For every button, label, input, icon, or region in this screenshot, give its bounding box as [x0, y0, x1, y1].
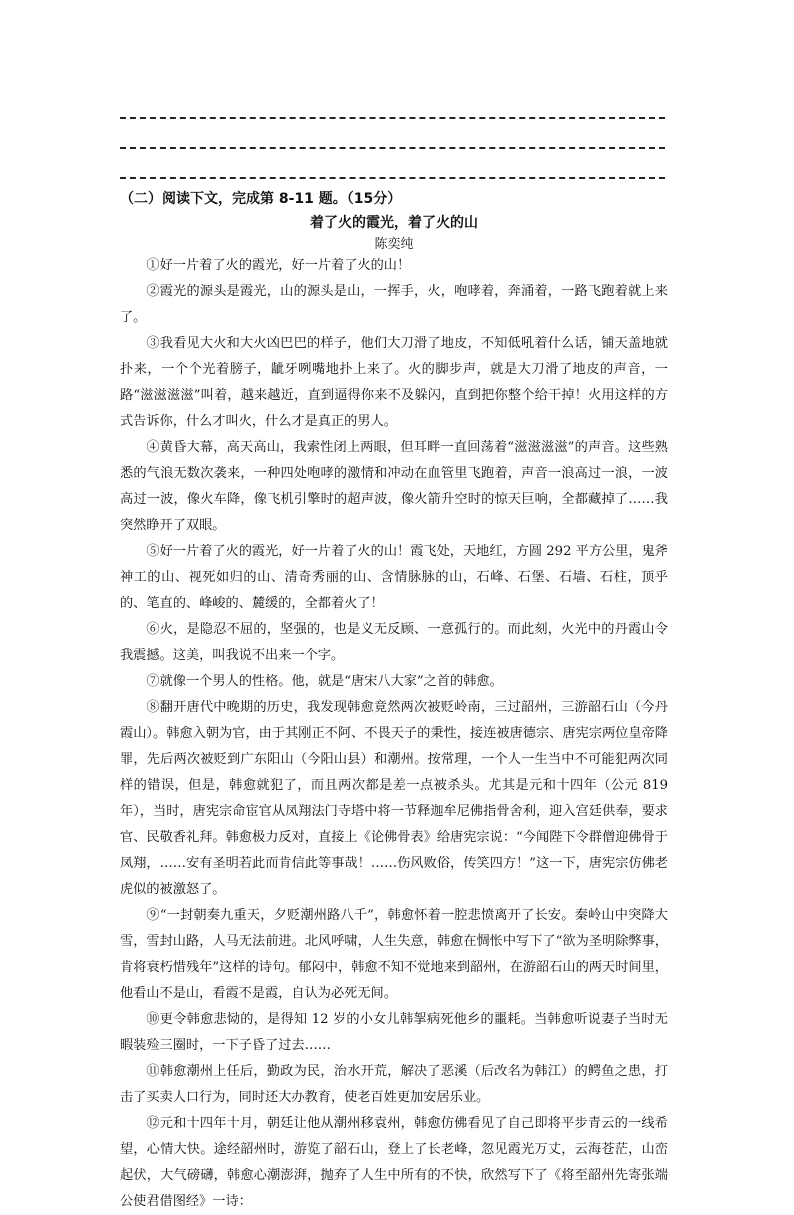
paragraph-4: ④黄昏大幕，高天高山，我索性闭上两眼，但耳畔一直回荡着“滋滋滋滋”的声音。这些熟悉的气浪无数次袭来，一种四处咆哮的激情和冲动在血管里飞跑着，声音一浪高过一浪，一波高过一波，像火车降，像飞机引擎时的超声波，像火箭升空时的惊天巨响，全都藏掉了……我突然睁开了双眼。 [120, 440, 668, 533]
paragraph-12: ⑫元和十四年十月，朝廷让他从潮州移袁州，韩愈仿佛看见了自己即将平步青云的一线希望，心情大快。途经韶州时，游览了韶石山，登上了长老峰，忽见霞光万丈，云海苍茫，山峦起伏，大气磅礴，韩愈心潮澎湃，抛弃了人生中所有的不快，欣然写下了《将至韶州先寄张端公使君借图经》一诗： [120, 1116, 668, 1209]
answer-line-1 [120, 117, 665, 119]
paragraph-3: ③我看见大火和大火凶巴巴的样子，他们大刀滑了地皮，不知低吼着什么话，铺天盖地就扑来，一个个光着膀子，龇牙咧嘴地扑上来了。火的脚步声，就是大刀滑了地皮的声音，一路“滋滋滋滋”叫着，越来越近，直到逼得你来不及躲闪，直到把你整个给干掉！火用这样的方式告诉你，什么才叫火，什么才是真正的男人。 [120, 336, 668, 429]
article-author: 陈奕纯 [374, 237, 414, 252]
answer-line-2 [120, 147, 665, 149]
paragraph-6: ⑥火，是隐忍不屈的，坚强的，也是义无反顾、一意孤行的。而此刻，火光中的丹霞山令我震撼。这美，叫我说不出来一个字。 [120, 622, 668, 663]
paragraph-10: ⑩更令韩愈悲恸的，是得知 12 岁的小女儿韩挐病死他乡的噩耗。当韩愈听说妻子当时无暇装殓三圈时，一下子昏了过去…… [120, 1012, 668, 1053]
paragraph-11: ⑪韩愈潮州上任后，勤政为民，治水开荒，解决了恶溪（后改名为韩江）的鳄鱼之患，打击了买卖人口行为，同时还大办教育，使老百姓更加安居乐业。 [120, 1064, 668, 1105]
answer-line-3 [120, 177, 665, 179]
paragraph-1: ①好一片着了火的霞光，好一片着了火的山！ [146, 258, 411, 273]
paragraph-7: ⑦就像一个男人的性格。他，就是“唐宋八大家”之首的韩愈。 [146, 674, 503, 689]
paragraph-8: ⑧翻开唐代中晚期的历史，我发现韩愈竟然两次被贬岭南，三过韶州，三游韶石山（今丹霞山）。韩愈入朝为官，由于其刚正不阿、不畏天子的秉性，接连被唐德宗、唐宪宗两位皇帝降罪，先后两次被贬到广东阳山（今阳山县）和潮州。按常理，一个人一生当中不可能犯两次同样的错误，但是，韩愈就犯了，而且两次都是差一点被杀头。尤其是元和十四年（公元 819 年），当时，唐宪宗命宦官从凤翔法门寺塔中将一节释迦牟尼佛指骨舍利，迎入宫廷供奉，要求官、民敬香礼拜。韩愈极力反对，直接上《论佛骨表》给唐宪宗说：“今闻陛下令群僧迎佛骨于凤翔，……安有圣明若此而肯信此等事哉！……伤风败俗，传笑四方！”这一下，唐宪宗仿佛老虎似的被激怒了。 [120, 700, 668, 897]
paragraph-5: ⑤好一片着了火的霞光，好一片着了火的山！霞飞处，天地红，方圆 292 平方公里，鬼斧神工的山、视死如归的山、清奇秀丽的山、含情脉脉的山，石峰、石堡、石墙、石柱，顶乎的、笔直的、峰峻的、麓缓的，全都着火了！ [120, 544, 668, 611]
section-heading: （二）阅读下文，完成第 8-11 题。（15分） [120, 191, 402, 207]
article-title: 着了火的霞光，着了火的山 [310, 215, 478, 231]
article-body [120, 253, 668, 1215]
paragraph-9: ⑨“一封朝奏九重天，夕贬潮州路八千”，韩愈怀着一腔悲愤离开了长安。秦岭山中突降大雪，雪封山路，人马无法前进。北风呼啸，人生失意，韩愈在惆怅中写下了“欲为圣明除弊事，肯将衰朽惜残年”这样的诗句。郁闷中，韩愈不知不觉地来到韶州，在游韶石山的两天时间里，他看山不是山，看霞不是霞，自认为必死无间。 [120, 908, 668, 1001]
paragraph-2: ②霞光的源头是霞光，山的源头是山，一挥手，火，咆哮着，奔涌着，一路飞跑着就上来了。 [120, 284, 668, 325]
